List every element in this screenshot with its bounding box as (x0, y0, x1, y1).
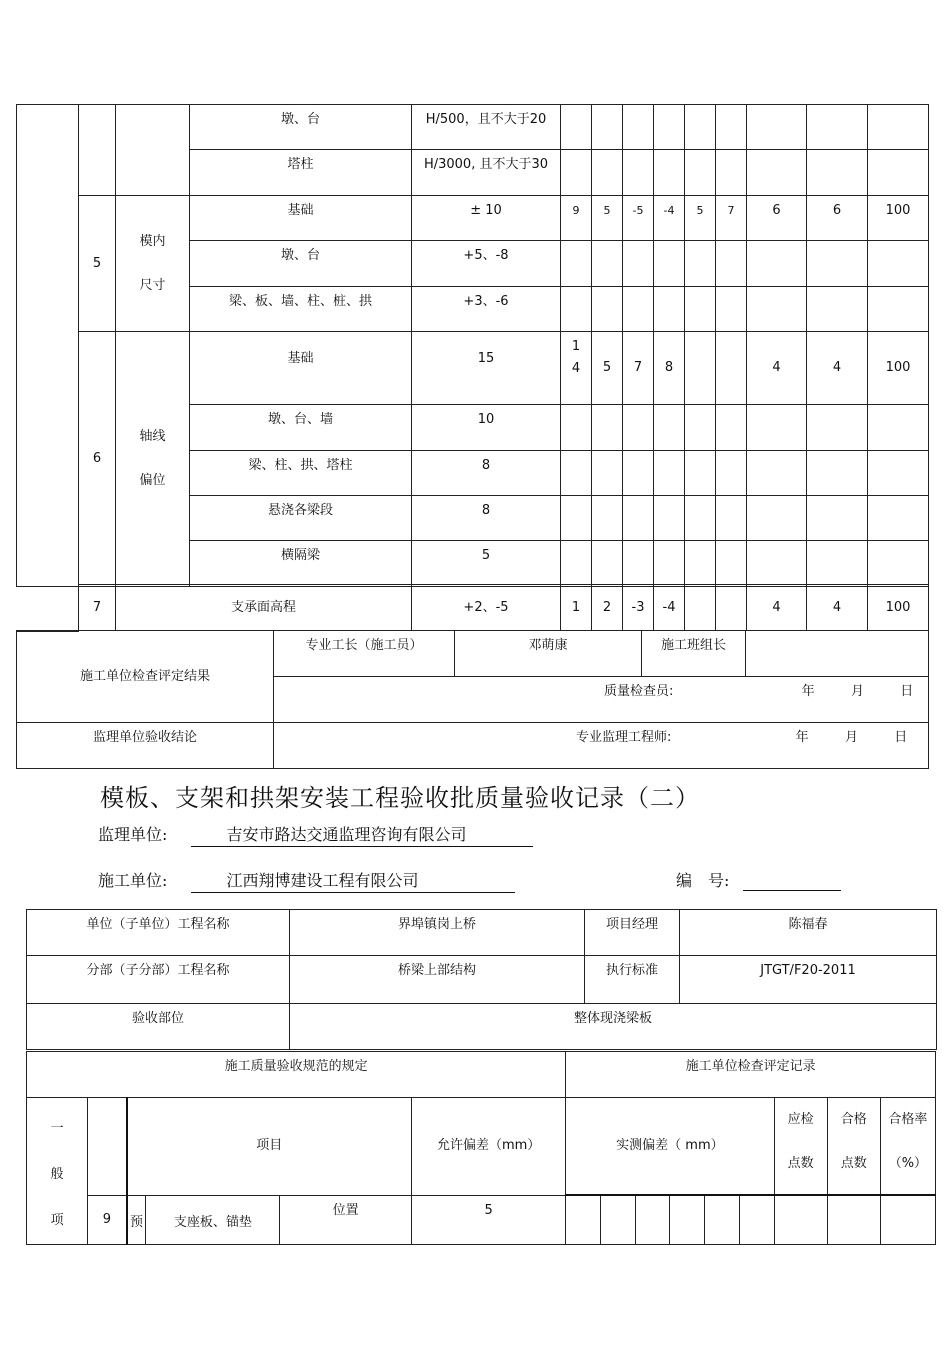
check-points-line2: 点数 (787, 1156, 814, 1171)
measured-cell: 1 (561, 585, 592, 631)
tolerance-cell: +3、-6 (412, 287, 561, 332)
team-leader-label: 施工班组长 (642, 631, 746, 677)
project-name-value: 界埠镇岗上桥 (290, 910, 585, 956)
item-cell: 梁、板、墙、柱、桩、拱 (190, 287, 412, 332)
measured-cell: -5 (623, 196, 654, 241)
group-name-line2: 偏位 (139, 473, 166, 488)
item-cell: 悬浇各梁段 (190, 496, 412, 541)
empty-category-cell (17, 105, 79, 587)
item-cell: 塔柱 (190, 150, 412, 196)
tolerance-cell: 8 (412, 496, 561, 541)
tolerance-cell: 8 (412, 451, 561, 496)
ok-points-cell: 4 (807, 332, 868, 405)
item-cell: 梁、柱、拱、塔柱 (190, 451, 412, 496)
pass-rate-cell: 100 (868, 585, 929, 631)
general-char-2: 般 (50, 1167, 64, 1182)
group-no: 5 (79, 196, 116, 332)
project-manager-label: 项目经理 (585, 910, 680, 956)
measured-cell: -4 (654, 585, 685, 631)
points-cell: 4 (747, 585, 807, 631)
general-items-label (27, 1098, 88, 1245)
group-name (116, 332, 190, 587)
item-cell: 基础 (190, 196, 412, 241)
row-9-prefix: 预 (127, 1195, 146, 1244)
number-label: 编 号: (676, 871, 730, 890)
supervision-conclusion-label: 监理单位验收结论 (17, 723, 274, 769)
year-label: 年 (801, 684, 815, 699)
tolerance-cell: H/3000, 且不大于30 (412, 150, 561, 196)
standard-label: 执行标准 (585, 956, 680, 1004)
tolerance-cell: ± 10 (412, 196, 561, 241)
group-no: 6 (79, 332, 116, 587)
points-cell: 6 (747, 196, 807, 241)
project-name-label: 单位（子单位）工程名称 (27, 910, 290, 956)
project-info-table (26, 909, 937, 1050)
number-line (676, 868, 841, 891)
measured-cell: 2 (592, 585, 623, 631)
empty-name-cell (116, 105, 190, 196)
measured-cell: 7 (716, 196, 747, 241)
supervisor-line (98, 822, 533, 847)
standard-value: JTGT/F20-2011 (680, 956, 937, 1004)
ok-points-line1: 合格 (840, 1112, 867, 1127)
measured-cell: 5 (685, 196, 716, 241)
record-header: 施工单位检查评定记录 (566, 1052, 936, 1098)
team-leader-value (746, 631, 929, 677)
empty-no-cell (79, 105, 116, 196)
ok-points-header (827, 1098, 880, 1196)
project-manager-value: 陈福春 (680, 910, 937, 956)
supervisor-value: 吉安市路达交通监理咨询有限公司 (191, 822, 533, 847)
row-9-tolerance: 5 (411, 1195, 565, 1244)
measured-cell: 5 (592, 196, 623, 241)
measured-header: 实测偏差（ mm） (566, 1098, 774, 1196)
measured-cell: -4 (654, 196, 685, 241)
document-title: 模板、支架和拱架安装工程验收批质量验收记录（二） (100, 784, 700, 812)
tolerance-cell: H/500，且不大于20 (412, 105, 561, 150)
item-cell: 墩、台、墙 (190, 405, 412, 451)
item-cell: 基础 (190, 332, 412, 405)
inspection-table-continued (16, 104, 929, 632)
subproject-name-value: 桥梁上部结构 (290, 956, 585, 1004)
item-cell: 横隔梁 (190, 541, 412, 587)
quality-spec-table (26, 1051, 936, 1245)
foreman-label: 专业工长（施工员） (274, 631, 455, 677)
tolerance-cell: 10 (412, 405, 561, 451)
spec-header: 施工质量验收规范的规定 (27, 1052, 566, 1098)
measured-cell: 8 (654, 332, 685, 405)
item-cell: 墩、台 (190, 241, 412, 287)
check-points-header (774, 1098, 827, 1196)
contractor-line (98, 868, 515, 893)
ok-points-cell: 6 (807, 196, 868, 241)
row-9-no: 9 (88, 1195, 127, 1244)
item-cell: 支承面高程 (116, 585, 412, 631)
contractor-value: 江西翔博建设工程有限公司 (191, 868, 515, 893)
measured-cell (561, 332, 592, 405)
contractor-label: 施工单位: (98, 871, 168, 890)
inspector-label: 质量检查员: (604, 684, 674, 699)
measured-digit: 1 (571, 339, 581, 354)
construction-result-label: 施工单位检查评定结果 (17, 631, 274, 723)
row-9-subitem: 位置 (280, 1195, 412, 1244)
signoff-table (16, 630, 929, 769)
group-name-line2: 尺寸 (139, 277, 166, 293)
general-char-1: 一 (50, 1121, 64, 1136)
row-9-item: 支座板、锚垫 (146, 1195, 280, 1244)
measured-cell: 7 (623, 332, 654, 405)
engineer-row (274, 723, 929, 769)
tolerance-header: 允许偏差（mm） (411, 1098, 565, 1196)
day-label: 日 (894, 730, 908, 745)
acceptance-part-label: 验收部位 (27, 1004, 290, 1050)
tolerance-cell: 15 (412, 332, 561, 405)
points-cell: 4 (747, 332, 807, 405)
pass-rate-cell: 100 (868, 332, 929, 405)
pass-rate-line1: 合格率 (888, 1112, 928, 1127)
check-points-line1: 应检 (787, 1112, 814, 1127)
tolerance-cell: +2、-5 (412, 585, 561, 631)
month-label: 月 (850, 684, 864, 699)
tolerance-cell: +5、-8 (412, 241, 561, 287)
group-name (116, 196, 190, 332)
group-name-line1: 轴线 (139, 429, 166, 444)
measured-digit: 4 (571, 361, 581, 376)
measured-cell: 9 (561, 196, 592, 241)
item-header: 项目 (127, 1098, 412, 1196)
row-7-table (78, 584, 929, 631)
engineer-label: 专业监理工程师: (576, 730, 672, 745)
pass-rate-header (880, 1098, 935, 1196)
day-label: 日 (900, 684, 914, 699)
measured-cell: 5 (592, 332, 623, 405)
item-cell: 墩、台 (190, 105, 412, 150)
pass-rate-cell: 100 (868, 196, 929, 241)
foreman-name: 邓萌康 (455, 631, 642, 677)
row-no: 7 (79, 585, 116, 631)
month-label: 月 (844, 730, 858, 745)
group-name-line1: 模内 (139, 233, 166, 249)
measured-cell: -3 (623, 585, 654, 631)
ok-points-cell: 4 (807, 585, 868, 631)
inspector-row (274, 677, 929, 723)
tolerance-cell: 5 (412, 541, 561, 587)
subproject-name-label: 分部（子分部）工程名称 (27, 956, 290, 1004)
ok-points-line2: 点数 (840, 1156, 867, 1171)
year-label: 年 (795, 730, 809, 745)
acceptance-part-value: 整体现浇梁板 (290, 1004, 937, 1050)
supervisor-label: 监理单位: (98, 825, 168, 844)
number-field (743, 871, 841, 891)
general-char-3: 项 (50, 1213, 64, 1228)
pass-rate-line2: （%） (888, 1156, 928, 1171)
